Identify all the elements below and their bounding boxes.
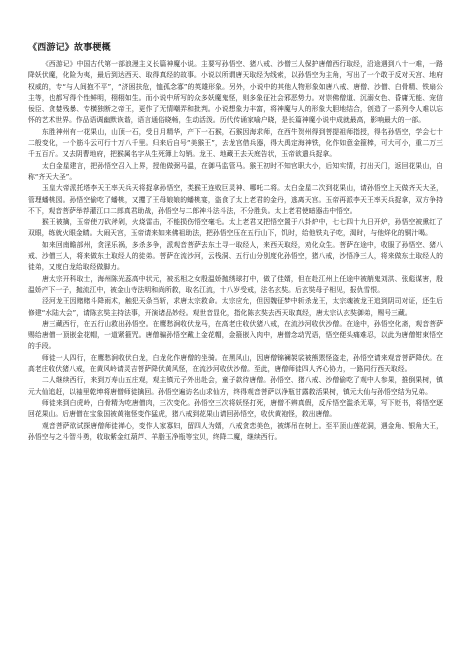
- paragraph-9: 唐三藏西行，在五行山救出孙悟空。在鹰愁涧收伏龙马，在高老庄收伏猪八戒，在流沙河收伏沙僧。在途中，孙悟空化斋，观音菩萨赐给唐僧一顶嵌金花帽，一道紧箍咒。唐僧骗孙悟空戴上金花帽，金箍嵌入肉中，唐僧念动咒语，悟空便头痛难忍，以此为唐僧钳束悟空的手段。: [28, 319, 443, 351]
- paragraph-12: 师徒来到白虎岭，白骨精为吃唐僧肉，三次变化。孙悟空三次将妖怪打死，唐僧不辨真假，反斥悟空滥杀无辜，写下贬书，将悟空逐回花果山。后唐僧在宝象国被黄袍怪变作猛虎，猪八戒到花果山请回孙悟空，收伏黄袍怪，救出唐僧。: [28, 398, 443, 419]
- paragraph-1: 《西游记》中国古代第一部浪漫主义长篇神魔小说。主要写孙悟空、猪八戒、沙僧三人保护唐僧西行取经，沿途遇到八十一难，一路降妖伏魔，化险为夷，最后到达西天、取得真经的故事。小说以所谓唐天取经为线索，以孙悟空为主角，写出了一个敢于反对天宫、地府权威的，专“与人间抱不平”，“济困扶危，恤孤念寡”的英雄形象。另外，小说中的其他人物形象如唐八戒、唐僧、沙僧、白骨精、铁扇公主等，也都写得个性鲜明，栩栩如生。而小说中所写的众多妖魔鬼怪，则多象征社会邪恶势力。对崇佛僧道、沉溺女色、昏庸无能、宠信佞臣、贪婪残暴、专横独断之帝王，更作了无情嘲弄和批判。小说想象力丰富，将神魔与人的形象大胆地结合，创造了一系列令人难以忘怀的艺术世界。作品语调幽默诙谐，语言通俗晓畅，生动活泼。历代传诵家喻户晓，是长篇神魔小说中成就最高，影响最大的一部。: [28, 60, 443, 125]
- paragraph-8: 泾河龙王因赌赌斗降雨术，触犯天条当斩，求唐太宗救命。太宗应允，但因魏征梦中斩杀龙王，太宗魂被龙王追到阴司对证，还生后修建“水陆大会”，请陈玄奘主持法事，开演诸品妙经。观世音显化，指化陈玄奘去西天取真经，唐太宗认玄奘御弟，赐号三藏。: [28, 297, 443, 317]
- paragraph-5: 猴王被擒，玉帝使刀砍斧剁，火烧雷击，不能损伤悟空毫毛。太上老君又把悟空置于八卦炉中，七七四十九日开炉，孙悟空被熏红了双眼，练就火眼金睛。大闹天宫，玉帝请来如来佛祖助法，把孙悟空压在五行山下，饥时，给他铁丸子吃，渴时，与他烊化的铜汁喝。: [28, 218, 443, 238]
- paragraph-2: 东胜神州有一花果山，山顶一石，受日月精华，产下一石猴，石猴因海求师，在西牛贺州得到菩提祖师指授，得名孙悟空，学会七十二般变化，一个筋斗云可行十万八千里。归来后自号“美猴王”，去龙宫借兵器，得大禹定海神铁，化作如意金箍棒，可大可小，重二万三千五百斤。又去阴曹地府，把猴属名字从生死簿上勾销。龙王、地藏王去天庭告状，玉帝欲遣兵捉拿。: [28, 127, 443, 159]
- paragraph-13: 观音菩萨欲试探唐僧师徒禅心，变作人家寡妇，留四人为婿，八戒贪恋美色，被绑吊在树上。至平顶山莲花洞，遇金角、银角大王，孙悟空与之斗智斗勇，收取紫金红葫芦、羊脂玉净瓶等宝贝，终降二魔，继续西行。: [28, 421, 443, 441]
- paragraph-4: 玉皇大帝派托塔李天王率天兵天将捉拿孙悟空，类猴王连败巨灵神、哪吒二将。太白金星二次到花果山，请孙悟空上天做齐天大圣，管理蟠桃园。孙悟空偷吃了蟠桃，又攫了王母娘娘的蟠桃宴，盗食了太上老君的金丹，逃离天宫。玉帝再派李天王率天兵捉拿，双方争持不下，观音菩萨举荐灌江口二郎真君助战，孙悟空与二郎神斗法斗法，不分胜负。太上老君使暗器击中悟空。: [28, 184, 443, 215]
- paragraph-10: 师徒一人四行，在鹰愁涧收伏白龙，白龙化作唐僧的坐骑。在黑风山，因唐僧锦襕袈裟被熊罴怪盗走，孙悟空请来观音菩萨降伏。在高老庄收伏猪八戒，在黄风岭请灵吉菩萨降伏黄风怪，在流沙河收伏沙僧。至此，唐僧师徒四人齐心协力，一路同行西天取经。: [28, 353, 443, 374]
- paragraph-6: 如来回南瞻部州，贪淫乐祸，多杀多争，派观音菩萨去东土寻一取经人，来西天取经，劝化众生。菩萨在途中，收服了孙悟空、猪八戒、沙僧三人，将来做东土取经人的徒弟。菩萨在流沙河，云栈洞、五行山分别度化孙悟空，猪八戒，沙悟净三人，将来做东土取经人的徒弟，又度白龙给取经做脚力。: [28, 240, 443, 272]
- paragraph-3: 太白金星建言，把孙悟空召入上界，授他做弼马温，在御马监管马。猴王初时不知官职大小，后知实情，打出天门，返回花果山，自称“齐天大圣”。: [28, 161, 443, 181]
- paragraph-7: 唐太宗开科取士，海州陈光蕊高中状元，被丞相之女殷温娇抛绣球打中，做了佳婿，但在赴江州上任途中被艄鬼刘洪、张彪谋害，殷温娇产下一子，抛流江中，被金山寺法明和尚所救，取名江流，十八岁受戒，法名玄奘。后玄奘母子相见，报仇雪恨。: [28, 274, 443, 294]
- document-title: 《西游记》故事梗概: [28, 43, 111, 53]
- paragraph-11: 二人继续西行，来到万寿山五庄观，观主镇元子外出赴会，童子款待唐僧。孙悟空、猪八戒、沙僧偷吃了观中人参果，推倒果树，镇元大仙追赶，以袖里乾坤将唐僧师徒擒回。孙悟空遍访名山求仙方，终得观音菩萨以净瓶甘露救活果树，镇元大仙与孙悟空结为兄弟。: [28, 376, 443, 396]
